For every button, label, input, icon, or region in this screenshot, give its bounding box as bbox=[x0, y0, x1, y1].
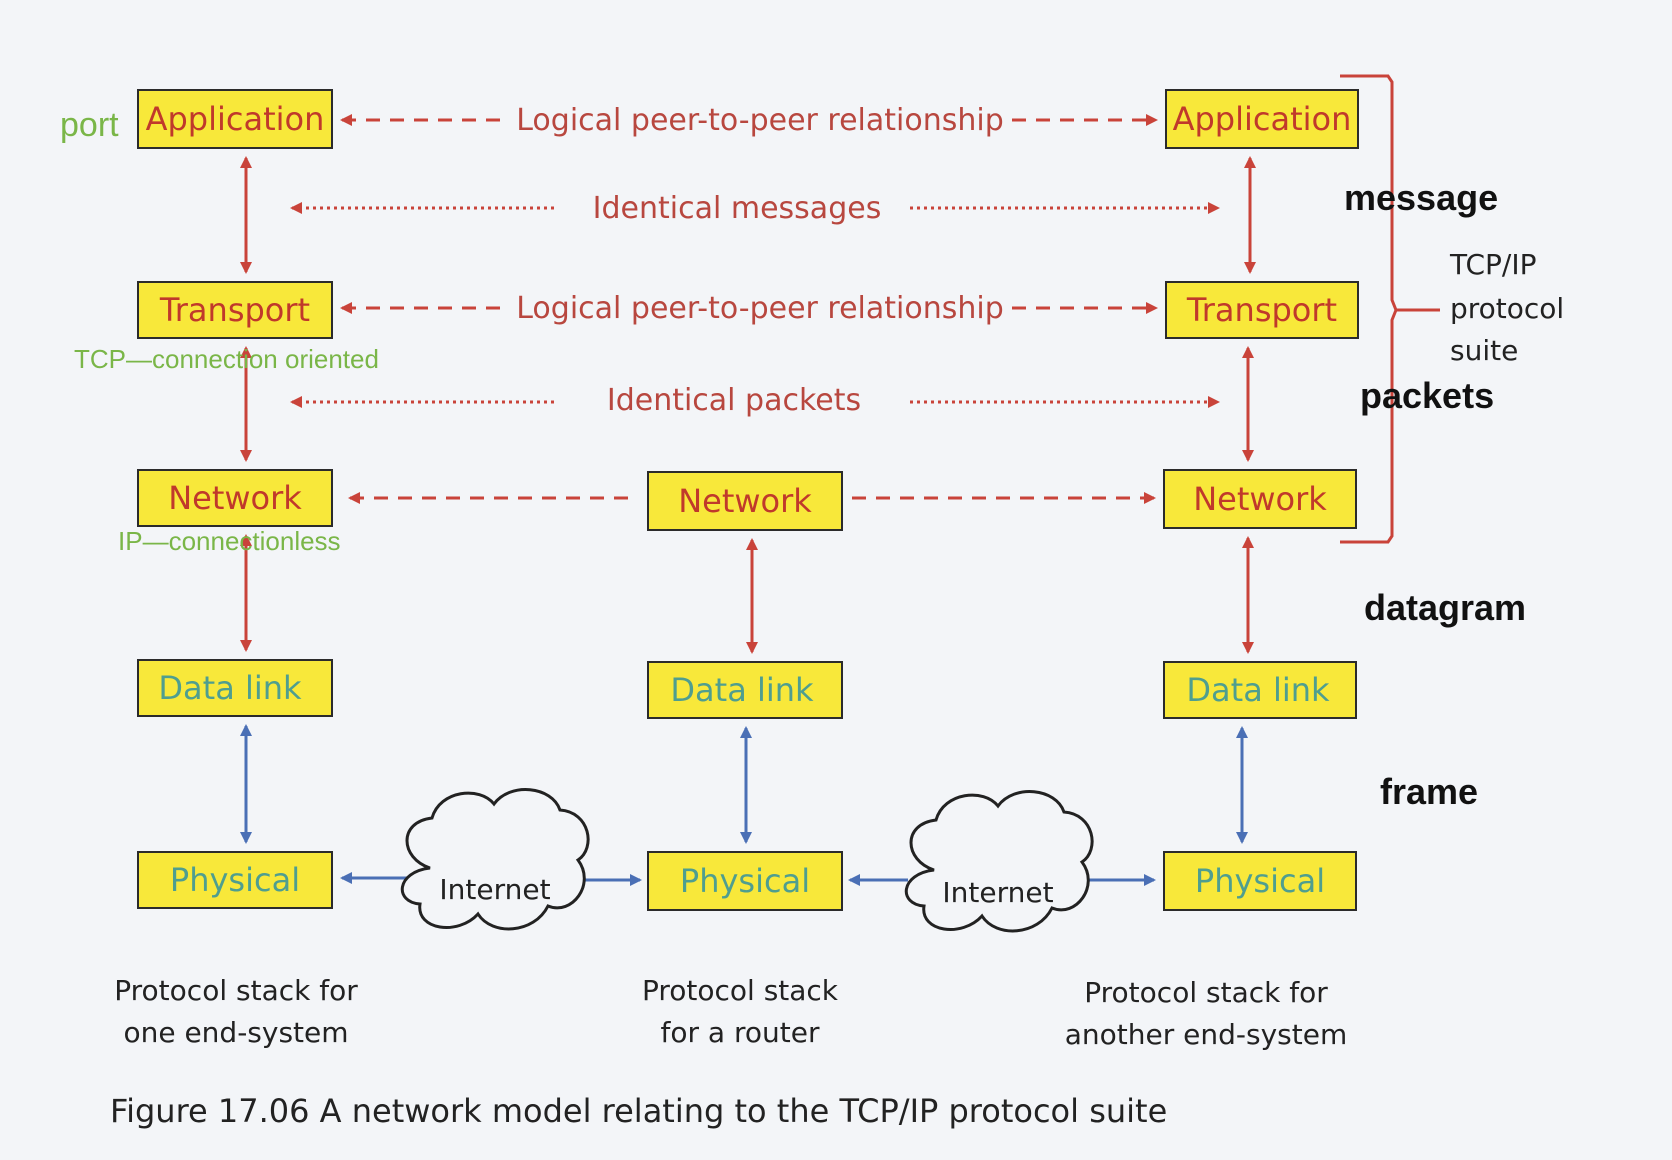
frame-annotation: frame bbox=[1380, 771, 1479, 812]
router-network-label: Network bbox=[678, 482, 812, 520]
left-transport-label: Transport bbox=[159, 291, 311, 329]
router-physical-label: Physical bbox=[679, 862, 811, 900]
app-peer-label: Logical peer-to-peer relationship bbox=[516, 103, 1004, 138]
internet-cloud-right-label: Internet bbox=[942, 876, 1054, 909]
left-transport-box bbox=[138, 282, 332, 338]
transport-peer-label: Logical peer-to-peer relationship bbox=[516, 291, 1004, 326]
identical-packets-label: Identical packets bbox=[606, 383, 862, 418]
suite-line1: TCP/IP bbox=[1450, 248, 1537, 281]
left-network-label: Network bbox=[168, 479, 302, 517]
right-caption-line1: Protocol stack for bbox=[1084, 976, 1328, 1009]
left-caption-line1: Protocol stack for bbox=[114, 974, 358, 1007]
right-physical-box bbox=[1164, 852, 1356, 910]
figure-caption: Figure 17.06 A network model relating to the TCP/IP protocol suite bbox=[110, 1092, 1168, 1130]
right-network-box bbox=[1164, 470, 1356, 528]
tcp-annotation: TCP—connection oriented bbox=[74, 344, 379, 374]
internet-cloud-left bbox=[402, 790, 588, 929]
right-datalink-label: Data link bbox=[1186, 671, 1330, 709]
suite-line2: protocol bbox=[1450, 292, 1565, 325]
left-network-box bbox=[138, 470, 332, 526]
suite-line3: suite bbox=[1450, 334, 1519, 367]
right-transport-box bbox=[1166, 282, 1358, 338]
right-datalink-box bbox=[1164, 662, 1356, 718]
datagram-annotation: datagram bbox=[1364, 587, 1527, 628]
left-datalink-box bbox=[138, 660, 332, 716]
ip-annotation: IP—connectionless bbox=[118, 526, 341, 556]
router-caption-line2: for a router bbox=[660, 1016, 820, 1049]
packets-annotation: packets bbox=[1360, 375, 1495, 416]
router-datalink-box bbox=[648, 662, 842, 718]
left-caption-line2: one end-system bbox=[123, 1016, 349, 1049]
cloud-icon bbox=[906, 792, 1092, 931]
internet-cloud-left-label: Internet bbox=[439, 873, 551, 906]
right-network-label: Network bbox=[1193, 480, 1327, 518]
router-datalink-label: Data link bbox=[670, 671, 814, 709]
router-physical-box bbox=[648, 852, 842, 910]
right-application-label: Application bbox=[1172, 100, 1352, 138]
left-datalink-label: Data link bbox=[158, 669, 302, 707]
right-physical-label: Physical bbox=[1194, 862, 1326, 900]
identical-messages-label: Identical messages bbox=[592, 191, 882, 226]
right-application-box bbox=[1166, 90, 1358, 148]
left-physical-box bbox=[138, 852, 332, 908]
right-transport-label: Transport bbox=[1186, 291, 1338, 329]
cloud-icon bbox=[402, 790, 588, 929]
router-network-box bbox=[648, 472, 842, 530]
left-application-box bbox=[138, 90, 332, 148]
left-application-label: Application bbox=[145, 100, 325, 138]
left-physical-label: Physical bbox=[169, 861, 301, 899]
router-caption-line1: Protocol stack bbox=[641, 974, 839, 1007]
internet-cloud-right bbox=[906, 792, 1092, 931]
right-caption-line2: another end-system bbox=[1064, 1018, 1348, 1051]
message-annotation: message bbox=[1344, 177, 1499, 218]
port-annotation: port bbox=[60, 106, 119, 144]
